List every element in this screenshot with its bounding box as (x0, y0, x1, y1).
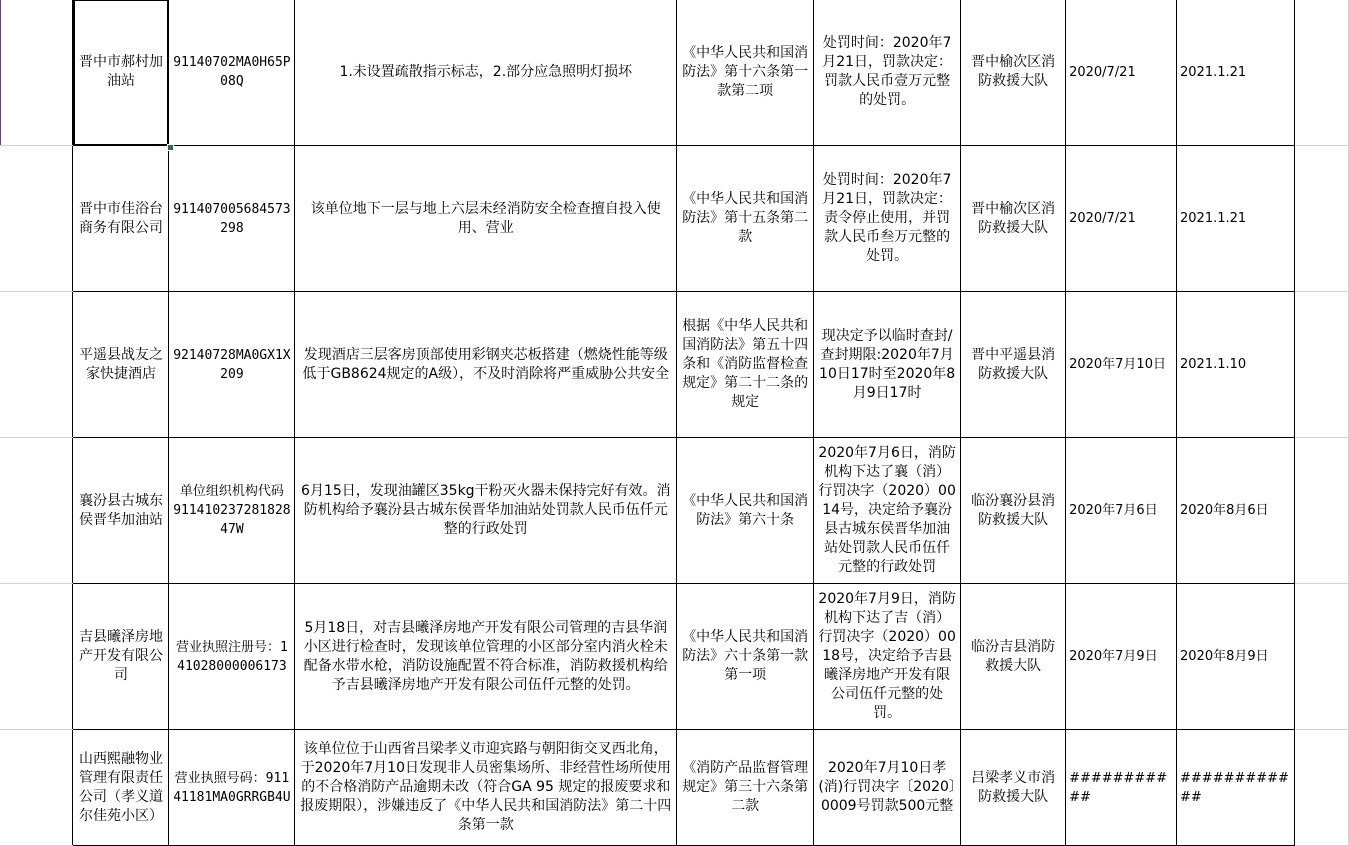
decision-date-cell[interactable] (1066, 292, 1177, 438)
authority-cell[interactable] (961, 438, 1066, 584)
decision-date-cell[interactable] (1066, 730, 1177, 846)
authority: 晋中榆次区消防救援大队 (971, 200, 1056, 236)
company-name-cell[interactable] (73, 292, 169, 438)
violation-cell[interactable] (295, 584, 677, 730)
authority-cell[interactable] (961, 292, 1066, 438)
expiry-date: 2020年8月9日 (1180, 649, 1269, 664)
legal-basis: 《中华人民共和国消防法》六十条第一款第一项 (682, 629, 809, 683)
legal-basis: 《消防产品监督管理规定》第三十六条第二款 (682, 760, 809, 814)
credit-code-cell[interactable] (169, 730, 295, 846)
legal-basis-cell[interactable] (677, 0, 814, 146)
expiry-date-cell[interactable] (1177, 584, 1295, 730)
credit-code: 营业执照号码：91141181MA0GRRGB4U (173, 770, 291, 805)
selection-fill-handle[interactable] (167, 144, 174, 151)
authority: 晋中榆次区消防救援大队 (971, 54, 1056, 89)
penalty-cell[interactable] (814, 584, 961, 730)
row-margin-cell[interactable] (0, 584, 73, 730)
penalty-decision: 处罚时间：2020年7月21日，罚款决定：罚款人民币壹万元整的处罚。 (822, 35, 953, 108)
expiry-date-cell[interactable] (1177, 0, 1295, 146)
violation-cell[interactable] (295, 0, 677, 146)
company-name: 晋中市郝村加油站 (78, 54, 163, 89)
expiry-date: 2021.1.10 (1180, 357, 1247, 372)
violation-cell[interactable] (295, 146, 677, 292)
company-name-cell[interactable] (73, 584, 169, 730)
violation-text: 5月18日，对吉县曦泽房地产开发有限公司管理的吉县华润小区进行检查时，发现该单位管理的小区部分室内消火栓未配备水带水枪，消防设施配置不符合标准，消防救援机构给予吉县曦泽房地产开发有限公司伍仟元整的处罚。 (303, 619, 668, 693)
company-name: 襄汾县古城东侯晋华加油站 (78, 492, 163, 528)
company-name-cell[interactable] (73, 730, 169, 846)
company-name: 平遥县战友之家快捷酒店 (78, 346, 163, 382)
credit-code: 911407005684573298 (173, 201, 291, 236)
decision-date-cell[interactable] (1066, 0, 1177, 146)
decision-date: 2020年7月9日 (1069, 649, 1158, 664)
company-name-cell[interactable] (73, 146, 169, 292)
table-row (0, 146, 1349, 292)
row-margin-cell[interactable] (0, 292, 73, 438)
empty-cell[interactable] (1294, 0, 1348, 146)
violation-cell[interactable] (295, 292, 677, 438)
expiry-date-cell[interactable] (1177, 438, 1295, 584)
credit-code-cell[interactable] (169, 292, 295, 438)
penalty-cell[interactable] (814, 0, 961, 146)
company-name-cell[interactable] (73, 438, 169, 584)
empty-cell[interactable] (1294, 584, 1348, 730)
credit-code: 营业执照注册号：141028000006173 (176, 639, 288, 674)
expiry-date: 2020年8月6日 (1180, 503, 1269, 518)
credit-code-cell[interactable] (169, 0, 295, 146)
table-row (0, 584, 1349, 730)
decision-date: ########### (1069, 770, 1168, 805)
row-margin-cell[interactable] (0, 146, 73, 292)
table-row (0, 0, 1349, 146)
row-margin-cell[interactable] (0, 438, 73, 584)
company-name: 晋中市佳浴台商务有限公司 (78, 200, 163, 236)
penalty-decision: 2020年7月9日，消防机构下达了吉（消）行罚决字（2020）0018号，决定给予吉县曦泽房地产开发有限公司伍仟元整的处罚。 (818, 591, 956, 721)
decision-date-cell[interactable] (1066, 584, 1177, 730)
legal-basis: 根据《中华人民共和国消防法》第五十四条和《消防监督检查规定》第二十二条的规定 (682, 318, 809, 410)
decision-date-cell[interactable] (1066, 146, 1177, 292)
expiry-date-cell[interactable] (1177, 146, 1295, 292)
legal-basis-cell[interactable] (677, 146, 814, 292)
table-row (0, 730, 1349, 846)
legal-basis-cell[interactable] (677, 584, 814, 730)
legal-basis: 《中华人民共和国消防法》第十五条第二款 (682, 191, 809, 245)
expiry-date-cell[interactable] (1177, 730, 1295, 846)
decision-date: 2020年7月6日 (1069, 503, 1158, 518)
legal-basis-cell[interactable] (677, 730, 814, 846)
expiry-date: ############ (1180, 770, 1289, 805)
violation-text: 发现酒店三层客房顶部使用彩钢夹芯板搭建（燃烧性能等级低于GB8624规定的A级），不及时消除将严重威胁公共安全 (302, 346, 670, 382)
row-margin-cell[interactable] (0, 0, 73, 146)
credit-code-cell[interactable] (169, 584, 295, 730)
expiry-date-cell[interactable] (1177, 292, 1295, 438)
authority-cell[interactable] (961, 146, 1066, 292)
legal-basis-cell[interactable] (677, 292, 814, 438)
violation-text: 该单位位于山西省吕梁孝义市迎宾路与朝阳街交叉西北角，于2020年7月10日发现非人员密集场所、非经营性场所使用的不合格消防产品逾期未改（符合GA 95 规定的报废要求和报废期限），涉嫌违反了《中华人民共和国消防法》第二十四条第一款 (300, 741, 672, 833)
expiry-date: 2021.1.21 (1180, 211, 1247, 226)
credit-code: 单位组织机构代码 91141023728182847W (173, 484, 291, 537)
credit-code-cell[interactable] (169, 146, 295, 292)
empty-cell[interactable] (1294, 730, 1348, 846)
expiry-date: 2021.1.21 (1180, 64, 1247, 80)
decision-date: 2020年7月10日 (1069, 357, 1166, 372)
credit-code: 91140702MA0H65P08Q (173, 55, 291, 89)
authority-cell[interactable] (961, 0, 1066, 146)
penalty-cell[interactable] (814, 146, 961, 292)
row-margin-cell[interactable] (0, 730, 73, 846)
empty-cell[interactable] (1294, 292, 1348, 438)
violation-cell[interactable] (295, 730, 677, 846)
authority: 晋中平遥县消防救援大队 (971, 346, 1056, 382)
violation-text: 1.未设置疏散指示标志，2.部分应急照明灯损坏 (339, 63, 633, 80)
penalty-decision: 现决定予以临时查封/查封期限:2020年7月10日17时至2020年8月9日17时 (819, 327, 956, 401)
penalty-cell[interactable] (814, 438, 961, 584)
table-row (0, 292, 1349, 438)
violation-text: 该单位地下一层与地上六层未经消防安全检查擅自投入使用、营业 (310, 200, 661, 236)
legal-basis-cell[interactable] (677, 438, 814, 584)
decision-date: 2020/7/21 (1069, 211, 1136, 226)
penalty-decision: 处罚时间：2020年7月21日，罚款决定：责令停止使用，并罚款人民币叁万元整的处罚。 (822, 172, 953, 264)
empty-cell[interactable] (1294, 438, 1348, 584)
penalty-decision: 2020年7月10日孝(消)行罚决字〔2020〕0009号罚款500元整 (818, 760, 956, 814)
authority-cell[interactable] (961, 584, 1066, 730)
legal-basis: 《中华人民共和国消防法》第六十条 (682, 492, 809, 528)
penalty-cell[interactable] (814, 292, 961, 438)
violation-text: 6月15日，发现油罐区35kg干粉灭火器未保持完好有效。消防机构给予襄汾县古城东侯晋华加油站处罚款人民币伍仟元整的行政处罚 (301, 483, 671, 537)
authority: 吕梁孝义市消防救援大队 (971, 769, 1056, 805)
authority: 临汾吉县消防救援大队 (971, 638, 1056, 674)
company-name: 山西熙融物业管理有限责任公司（孝义道尔佳苑小区） (78, 750, 163, 824)
decision-date-cell[interactable] (1066, 438, 1177, 584)
decision-date: 2020/7/21 (1069, 64, 1136, 80)
table-row (0, 438, 1349, 584)
legal-basis: 《中华人民共和国消防法》第十六条第一款第二项 (682, 44, 809, 99)
authority: 临汾襄汾县消防救援大队 (971, 492, 1056, 528)
empty-cell[interactable] (1294, 146, 1348, 292)
violation-cell[interactable] (295, 438, 677, 584)
authority-cell[interactable] (961, 730, 1066, 846)
company-name-cell[interactable] (73, 0, 169, 146)
credit-code: 92140728MA0GX1X209 (173, 347, 291, 382)
penalty-cell[interactable] (814, 730, 961, 846)
credit-code-cell[interactable] (169, 438, 295, 584)
company-name: 吉县曦泽房地产开发有限公司 (78, 629, 163, 683)
penalty-decision: 2020年7月6日，消防机构下达了襄（消）行罚决字（2020）0014号，决定给予襄汾县古城东侯晋华加油站处罚款人民币伍仟元整的行政处罚 (818, 445, 956, 575)
